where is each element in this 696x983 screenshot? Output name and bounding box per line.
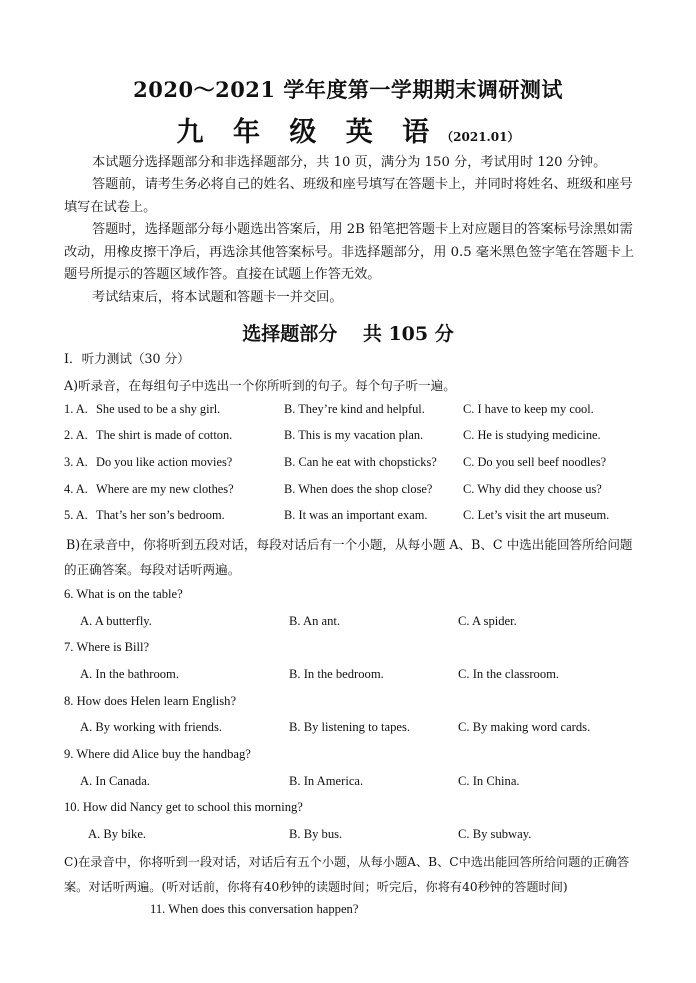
subject-title	[0, 110, 696, 149]
part-1-title: I．听力测试（30 分）	[64, 351, 190, 366]
option-a: Where are my new clothes?	[96, 482, 234, 496]
list-item	[64, 482, 644, 502]
option-c: C. He is studying medicine.	[463, 428, 601, 442]
question-number: 1. A.	[64, 402, 88, 416]
instruction-1: 本试题分选择题部分和非选择题部分，共 10 页，满分为 150 分，考试用时 120 分钟。	[92, 155, 607, 170]
option-a: A. By working with friends.	[80, 720, 223, 734]
list-item	[64, 455, 644, 475]
option-c: C. Do you sell beef noodles?	[463, 455, 607, 469]
option-b: B. They’re kind and helpful.	[284, 402, 425, 416]
question-number: 4. A.	[64, 482, 88, 496]
list-item	[64, 508, 644, 528]
option-c: C. In China.	[458, 774, 520, 788]
option-a: That’s her son’s bedroom.	[96, 508, 225, 522]
option-b: B. When does the shop close?	[284, 482, 433, 496]
question-9: 9. Where did Alice buy the handbag?	[64, 747, 251, 761]
option-a: The shirt is made of cotton.	[96, 428, 233, 442]
option-b: B. An ant.	[289, 614, 341, 628]
question-number: 5. A.	[64, 508, 88, 522]
question-6: 6. What is on the table?	[64, 587, 183, 601]
option-a: Do you like action movies?	[96, 455, 233, 469]
option-b: B. It was an important exam.	[284, 508, 428, 522]
subject-name: 九 年 级 英 语	[176, 117, 440, 148]
option-c: C. In the classroom.	[458, 667, 560, 681]
instruction-2: 答题前，请考生务必将自己的姓名、班级和座号填写在答题卡上，并同时将姓名、班级和座号填写在试卷上。	[64, 177, 633, 215]
part-c-title: C)在录音中，你将听到一段对话，对话后有五个小题，从每小题A、B、C中选出能回答所给问题的正确答案。对话听两遍。(听对话前，你将有40秒钟的读题时间；听完后，你将有40秒钟的答题时间)	[64, 855, 630, 894]
exam-title: 2020～2021 学年度第一学期期末调研测试	[133, 77, 563, 102]
option-c: C. By making word cards.	[458, 720, 591, 734]
question-number: 3. A.	[64, 455, 88, 469]
option-b: B. In the bedroom.	[289, 667, 384, 681]
question-8: 8. How does Helen learn English?	[64, 694, 237, 708]
part-b-title: B)在录音中，你将听到五段对话，每段对话后有一个小题，从每小题 A、B、C 中选出能回答所给问题的正确答案。每段对话听两遍。	[64, 537, 633, 577]
option-b: B. This is my vacation plan.	[284, 428, 424, 442]
section-title: 选择题部分 共 105 分	[242, 323, 454, 345]
option-a: A. By bike.	[88, 827, 147, 841]
option-b: B. By listening to tapes.	[289, 720, 411, 734]
option-b: B. In America.	[289, 774, 364, 788]
option-c: C. Why did they choose us?	[463, 482, 602, 496]
instruction-3: 答题时，选择题部分每小题选出答案后，用 2B 铅笔把答题卡上对应题目的答案标号涂黑如需改动，用橡皮擦干净后，再选涂其他答案标号。非选择题部分，用 0.5 毫米黑色签字笔在答题卡上题号所提示的答题区域作答。直接在试题上作答无效。	[64, 222, 635, 283]
question-number: 2. A.	[64, 428, 88, 442]
option-b: B. Can he eat with chopsticks?	[284, 455, 437, 469]
instruction-4: 考试结束后，将本试题和答题卡一并交回。	[92, 290, 343, 305]
option-c: C. I have to keep my cool.	[463, 402, 594, 416]
option-a: She used to be a shy girl.	[96, 402, 221, 416]
option-b: B. By bus.	[289, 827, 343, 841]
option-c: C. A spider.	[458, 614, 517, 628]
option-a: A. A butterfly.	[80, 614, 152, 628]
question-10: 10. How did Nancy get to school this morning?	[64, 800, 303, 814]
question-7: 7. Where is Bill?	[64, 640, 150, 654]
part-a-title: A)听录音，在每组句子中选出一个你所听到的句子。每个句子听一遍。	[64, 378, 456, 393]
question-11: 11. When does this conversation happen?	[150, 902, 359, 916]
list-item	[64, 428, 644, 448]
option-a: A. In the bathroom.	[80, 667, 179, 681]
option-a: A. In Canada.	[80, 774, 150, 788]
list-item	[64, 402, 644, 422]
option-c: C. Let’s visit the art museum.	[463, 508, 610, 522]
option-c: C. By subway.	[458, 827, 532, 841]
exam-date: （2021.01）	[441, 130, 520, 144]
